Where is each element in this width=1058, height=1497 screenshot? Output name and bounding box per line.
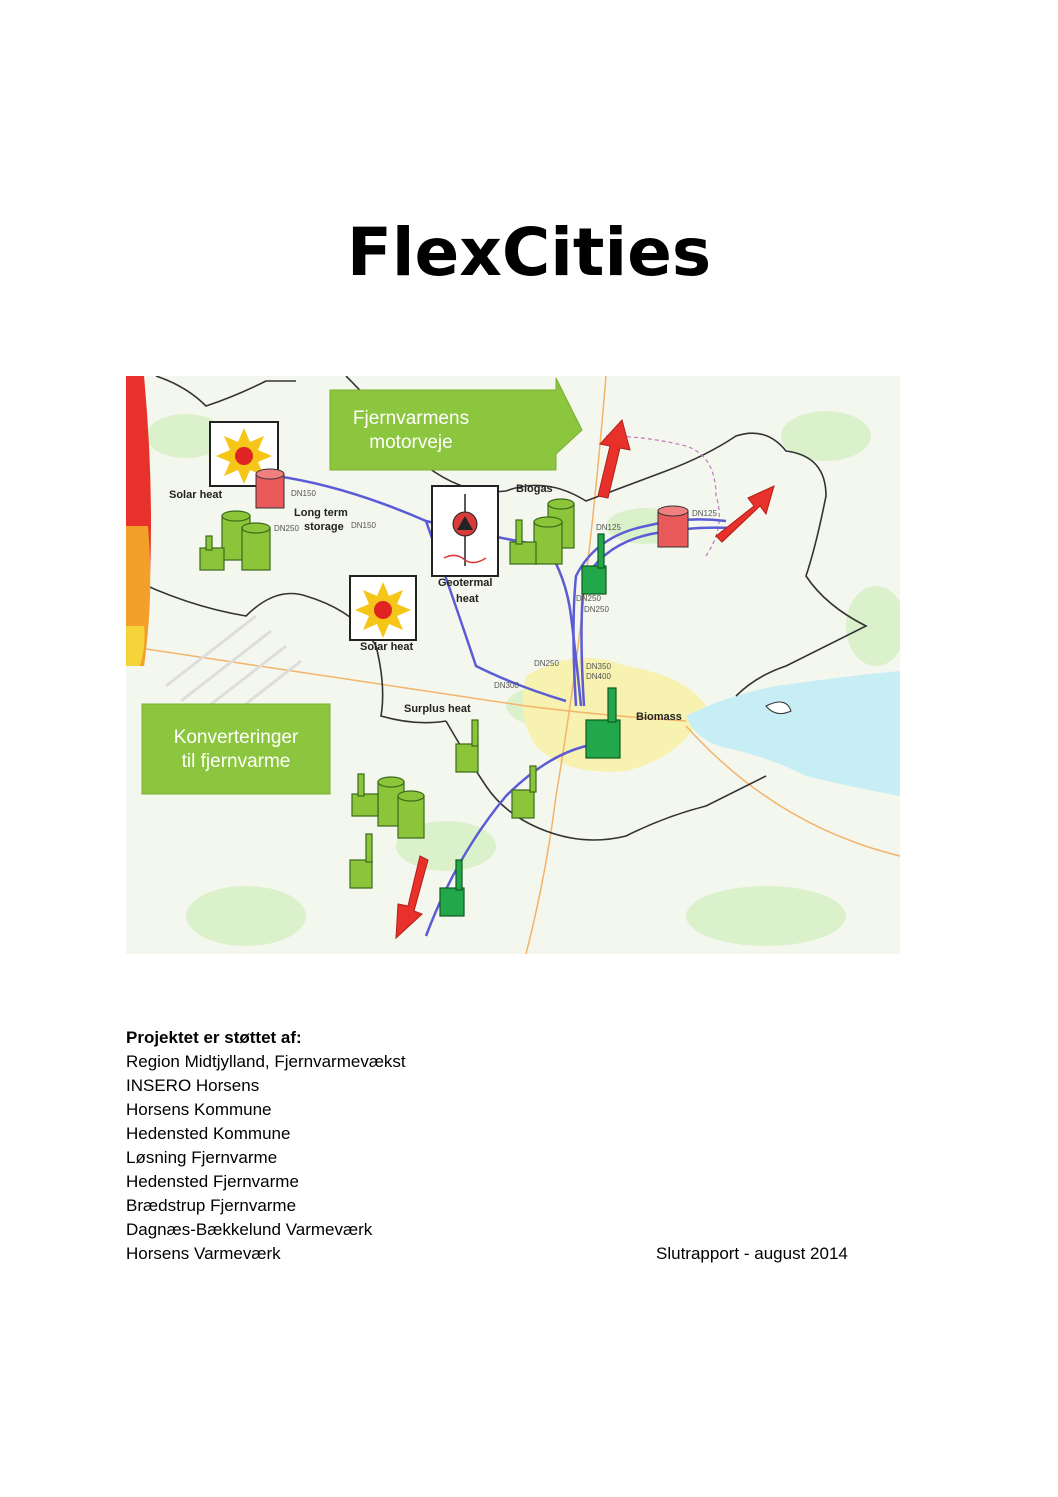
supporter-item: Horsens Varmeværk bbox=[126, 1244, 281, 1263]
pipe-label: DN300 bbox=[494, 681, 519, 690]
geothermal-heat-icon bbox=[432, 486, 498, 576]
district-heating-map bbox=[126, 376, 900, 954]
label-surplus-heat: Surplus heat bbox=[404, 703, 471, 715]
supporters-heading: Projektet er støttet af: bbox=[126, 1028, 302, 1047]
banner-top-line1: Fjernvarmens bbox=[352, 408, 470, 429]
banner-top-line2: motorveje bbox=[369, 432, 453, 453]
label-long-term-storage-2: storage bbox=[304, 521, 344, 533]
pipe-label: DN150 bbox=[291, 489, 316, 498]
label-biogas: Biogas bbox=[516, 483, 553, 495]
label-geotermal-2: heat bbox=[456, 593, 479, 605]
pipe-label: DN400 bbox=[586, 672, 611, 681]
supporter-item: INSERO Horsens bbox=[126, 1076, 260, 1095]
supporters-list bbox=[126, 1026, 406, 1266]
supporter-item: Horsens Kommune bbox=[126, 1100, 272, 1119]
banner-left-line2: til fjernvarme bbox=[181, 751, 291, 772]
label-solar-heat-2: Solar heat bbox=[360, 641, 414, 653]
banner-left-line1: Konverteringer bbox=[173, 727, 299, 748]
pipe-label: DN350 bbox=[586, 662, 611, 671]
pipe-label: DN250 bbox=[274, 524, 299, 533]
pipe-label: DN250 bbox=[534, 659, 559, 668]
label-solar-heat-1: Solar heat bbox=[169, 489, 223, 501]
storage-tank-icon-1 bbox=[256, 469, 284, 508]
document-title: FlexCities bbox=[346, 214, 712, 291]
solar-heat-icon-2 bbox=[350, 576, 416, 640]
report-label: Slutrapport - august 2014 bbox=[656, 1244, 848, 1263]
pipe-label: DN250 bbox=[576, 594, 601, 603]
supporter-item: Hedensted Fjernvarme bbox=[126, 1172, 299, 1191]
label-geotermal-1: Geotermal bbox=[438, 577, 493, 589]
supporter-item: Løsning Fjernvarme bbox=[126, 1148, 278, 1167]
pipe-label: DN125 bbox=[596, 523, 621, 532]
supporter-item: Dagnæs-Bækkelund Varmeværk bbox=[126, 1220, 373, 1239]
label-biomass: Biomass bbox=[636, 711, 682, 723]
label-long-term-storage-1: Long term bbox=[294, 507, 348, 519]
supporter-item: Hedensted Kommune bbox=[126, 1124, 291, 1143]
banner-motorveje bbox=[330, 378, 582, 470]
pipe-label: DN250 bbox=[584, 605, 609, 614]
pipe-label: DN150 bbox=[351, 521, 376, 530]
supporter-item: Brædstrup Fjernvarme bbox=[126, 1196, 297, 1215]
banner-konverteringer bbox=[142, 704, 330, 794]
supporter-item: Region Midtjylland, Fjernvarmevækst bbox=[126, 1052, 406, 1071]
storage-tank-icon-2 bbox=[658, 506, 688, 547]
pipe-label: DN125 bbox=[692, 509, 717, 518]
